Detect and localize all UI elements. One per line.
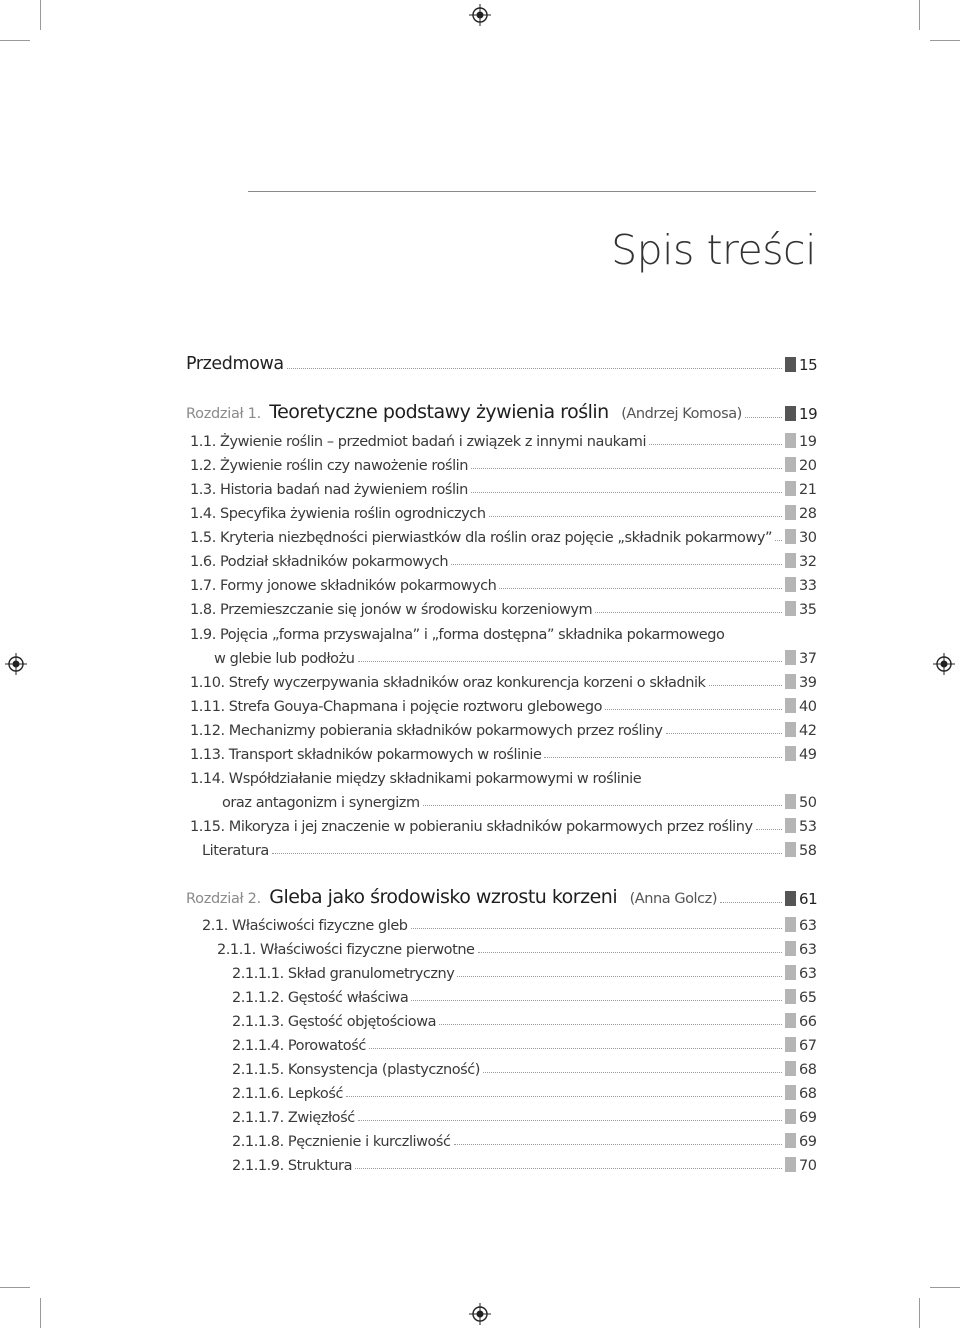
page-number: 68 xyxy=(799,1062,817,1078)
entry-label: 1.1. Żywienie roślin – przedmiot badań i związek z innymi naukami xyxy=(190,434,647,450)
dot-leader xyxy=(411,1000,782,1001)
toc-entry[interactable] xyxy=(190,741,816,763)
dot-leader xyxy=(595,612,782,613)
entry-label: 1.3. Historia badań nad żywieniem roślin xyxy=(190,482,468,498)
entry-label: 2.1.1.3. Gęstość objętościowa xyxy=(232,1014,437,1030)
entry-label: 2.1. Właściwości fizyczne gleb xyxy=(202,918,408,934)
crop-mark xyxy=(919,0,920,30)
dot-leader xyxy=(478,952,782,953)
toc-entry[interactable] xyxy=(190,813,816,835)
registration-mark-icon xyxy=(933,653,955,675)
toc-entry[interactable] xyxy=(190,452,816,474)
page-number: 61 xyxy=(799,890,818,908)
chapter-author: (Andrzej Komosa) xyxy=(621,406,742,422)
page-number: 49 xyxy=(799,747,817,763)
chapter-heading-text xyxy=(186,401,742,423)
chapter-heading[interactable] xyxy=(186,401,816,423)
entry-label: 1.15. Mikoryza i jej znaczenie w pobieraniu składników pokarmowych przez rośliny xyxy=(190,819,753,835)
page-number: 28 xyxy=(799,506,817,522)
page-marker xyxy=(785,891,796,906)
page-number: 19 xyxy=(799,434,817,450)
entry-label: 2.1.1.2. Gęstość właściwa xyxy=(232,990,409,1006)
dot-leader xyxy=(489,516,782,517)
dot-leader xyxy=(358,1120,782,1121)
page-marker xyxy=(785,989,796,1004)
chapter-number: Rozdział 2. xyxy=(186,891,261,907)
page-number: 21 xyxy=(799,482,817,498)
page-marker xyxy=(785,357,796,372)
dot-leader xyxy=(369,1048,782,1049)
entry-label: 2.1.1.6. Lepkość xyxy=(232,1086,343,1102)
toc-entry[interactable] xyxy=(190,669,816,691)
page-number: 63 xyxy=(799,942,817,958)
page-number: 67 xyxy=(799,1038,817,1054)
entry-label: 1.4. Specyfika żywienia roślin ogrodniczych xyxy=(190,506,486,522)
toc-entry[interactable] xyxy=(190,548,816,570)
toc-entry[interactable] xyxy=(232,1032,816,1054)
page-number: 50 xyxy=(799,795,817,811)
dot-leader xyxy=(745,417,782,418)
chapter-heading-text xyxy=(186,886,717,908)
title-rule xyxy=(248,191,816,192)
dot-leader xyxy=(272,853,782,854)
dot-leader xyxy=(471,492,782,493)
page-marker xyxy=(785,746,796,761)
entry-label: 2.1.1.1. Skład granulometryczny xyxy=(232,966,455,982)
entry-label: 1.9. Pojęcia „forma przyswajalna” i „forma dostępna” składnika pokarmowego xyxy=(190,627,725,643)
entry-label: 1.11. Strefa Gouya-Chapmana i pojęcie roztworu glebowego xyxy=(190,699,603,715)
entry-label: Literatura xyxy=(202,843,269,859)
dot-leader xyxy=(649,444,782,445)
page-marker xyxy=(785,577,796,592)
page-number: 15 xyxy=(799,356,818,374)
toc-entry[interactable] xyxy=(232,1056,816,1078)
dot-leader xyxy=(287,368,782,369)
page-number: 70 xyxy=(799,1158,817,1174)
dot-leader xyxy=(605,709,782,710)
page-title: Spis treści xyxy=(611,226,816,274)
dot-leader xyxy=(411,928,782,929)
toc-entry-preface[interactable] xyxy=(186,352,816,374)
page-number: 37 xyxy=(799,651,817,667)
entry-label: 1.6. Podział składników pokarmowych xyxy=(190,554,449,570)
registration-mark-icon xyxy=(469,4,491,26)
page-number: 33 xyxy=(799,578,817,594)
page-marker xyxy=(785,1109,796,1124)
toc-entry-first-line[interactable] xyxy=(190,765,816,787)
dot-leader xyxy=(451,564,782,565)
entry-label: 2.1.1.7. Zwięzłość xyxy=(232,1110,355,1126)
chapter-number: Rozdział 1. xyxy=(186,406,261,422)
entry-label: 1.7. Formy jonowe składników pokarmowych xyxy=(190,578,497,594)
entry-label-continued: oraz antagonizm i synergizm xyxy=(222,795,420,811)
page-marker xyxy=(785,529,796,544)
dot-leader xyxy=(471,468,782,469)
toc-entry[interactable] xyxy=(217,936,816,958)
entry-label-continued: w glebie lub podłożu xyxy=(214,651,355,667)
dot-leader xyxy=(756,829,782,830)
page-marker xyxy=(785,941,796,956)
page-number: 39 xyxy=(799,675,817,691)
entry-label: 1.12. Mechanizmy pobierania składników pokarmowych przez rośliny xyxy=(190,723,663,739)
page-marker xyxy=(785,1013,796,1028)
page-number: 53 xyxy=(799,819,817,835)
page-marker xyxy=(785,965,796,980)
dot-leader xyxy=(346,1096,782,1097)
toc-entry[interactable] xyxy=(232,1104,816,1126)
toc-entry[interactable] xyxy=(232,984,816,1006)
page-number: 65 xyxy=(799,990,817,1006)
registration-mark-icon xyxy=(5,653,27,675)
entry-label: 1.2. Żywienie roślin czy nawożenie roślin xyxy=(190,458,469,474)
toc-entry[interactable] xyxy=(190,500,816,522)
page-marker xyxy=(785,1061,796,1076)
entry-label: 1.8. Przemieszczanie się jonów w środowisku korzeniowym xyxy=(190,602,593,618)
entry-label: 2.1.1.8. Pęcznienie i kurczliwość xyxy=(232,1134,451,1150)
registration-mark-icon xyxy=(469,1303,491,1325)
entry-label: 1.14. Współdziałanie między składnikami pokarmowymi w roślinie xyxy=(190,771,642,787)
toc-entry[interactable] xyxy=(190,572,816,594)
chapter-heading[interactable] xyxy=(186,886,816,908)
entry-label: Przedmowa xyxy=(186,354,284,374)
page-marker xyxy=(785,1037,796,1052)
entry-label: 1.10. Strefy wyczerpywania składników oraz konkurencja korzeni o składnik xyxy=(190,675,706,691)
page-number: 58 xyxy=(799,843,817,859)
dot-leader xyxy=(439,1024,782,1025)
dot-leader xyxy=(666,733,782,734)
page-number: 40 xyxy=(799,699,817,715)
toc-entry-literature[interactable] xyxy=(202,837,816,859)
page-number: 69 xyxy=(799,1134,817,1150)
toc-entry-first-line[interactable] xyxy=(190,621,816,643)
crop-mark xyxy=(40,0,41,30)
page-marker xyxy=(785,433,796,448)
entry-label: 1.5. Kryteria niezbędności pierwiastków dla roślin oraz pojęcie „składnik pokarmowy” xyxy=(190,530,773,546)
page-marker xyxy=(785,794,796,809)
toc-entry[interactable] xyxy=(232,960,816,982)
page-marker xyxy=(785,481,796,496)
page-number: 66 xyxy=(799,1014,817,1030)
chapter-author: (Anna Golcz) xyxy=(629,891,718,907)
page-marker xyxy=(785,601,796,616)
toc-entry[interactable] xyxy=(190,645,816,667)
crop-mark xyxy=(930,40,960,41)
toc-entry[interactable] xyxy=(190,789,816,811)
dot-leader xyxy=(720,902,782,903)
page-number: 42 xyxy=(799,723,817,739)
page-marker xyxy=(785,1133,796,1148)
entry-label: 2.1.1.4. Porowatość xyxy=(232,1038,366,1054)
page-marker xyxy=(785,650,796,665)
page-marker xyxy=(785,457,796,472)
page-number: 69 xyxy=(799,1110,817,1126)
crop-mark xyxy=(0,1287,30,1288)
toc-entry[interactable] xyxy=(232,1008,816,1030)
toc-entry[interactable] xyxy=(232,1152,816,1174)
crop-mark xyxy=(40,1298,41,1328)
page-number: 20 xyxy=(799,458,817,474)
crop-mark xyxy=(919,1298,920,1328)
dot-leader xyxy=(499,588,782,589)
toc-entry[interactable] xyxy=(190,428,816,450)
entry-label: 2.1.1.5. Konsystencja (plastyczność) xyxy=(232,1062,481,1078)
page-number: 32 xyxy=(799,554,817,570)
crop-mark xyxy=(930,1287,960,1288)
dot-leader xyxy=(358,661,783,662)
toc-entry[interactable] xyxy=(190,476,816,498)
page-marker xyxy=(785,406,796,421)
chapter-title: Gleba jako środowisko wzrostu korzeni xyxy=(269,886,618,908)
dot-leader xyxy=(454,1144,782,1145)
page-marker xyxy=(785,1157,796,1172)
page-marker xyxy=(785,722,796,737)
page-marker xyxy=(785,842,796,857)
page-marker xyxy=(785,698,796,713)
toc-entry[interactable] xyxy=(190,596,816,618)
dot-leader xyxy=(775,540,782,541)
entry-label: 2.1.1. Właściwości fizyczne pierwotne xyxy=(217,942,475,958)
page-number: 63 xyxy=(799,918,817,934)
page-marker xyxy=(785,818,796,833)
page-number: 35 xyxy=(799,602,817,618)
dot-leader xyxy=(457,976,782,977)
dot-leader xyxy=(709,685,783,686)
toc-entry[interactable] xyxy=(190,524,816,546)
toc-entry[interactable] xyxy=(190,717,816,739)
crop-mark xyxy=(0,40,30,41)
toc-entry[interactable] xyxy=(190,693,816,715)
dot-leader xyxy=(544,757,782,758)
page-number: 68 xyxy=(799,1086,817,1102)
page-marker xyxy=(785,505,796,520)
toc-entry[interactable] xyxy=(232,1128,816,1150)
page-marker xyxy=(785,917,796,932)
dot-leader xyxy=(355,1168,782,1169)
page-marker xyxy=(785,1085,796,1100)
chapter-title: Teoretyczne podstawy żywienia roślin xyxy=(269,401,609,423)
entry-label: 2.1.1.9. Struktura xyxy=(232,1158,353,1174)
toc-entry[interactable] xyxy=(202,912,816,934)
page-number: 63 xyxy=(799,966,817,982)
page-number: 30 xyxy=(799,530,817,546)
dot-leader xyxy=(483,1072,782,1073)
page-marker xyxy=(785,553,796,568)
page-number: 19 xyxy=(799,405,818,423)
entry-label: 1.13. Transport składników pokarmowych w roślinie xyxy=(190,747,542,763)
dot-leader xyxy=(423,805,782,806)
page-marker xyxy=(785,674,796,689)
toc-entry[interactable] xyxy=(232,1080,816,1102)
